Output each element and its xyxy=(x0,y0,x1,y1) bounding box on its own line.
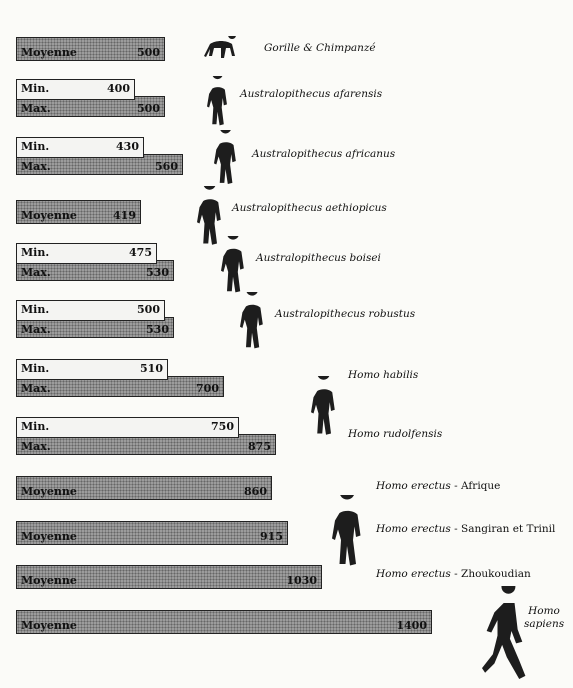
min-value: 500 xyxy=(137,303,160,316)
mean-label: Moyenne xyxy=(21,619,77,632)
mean-label: Moyenne xyxy=(21,530,77,543)
min-label: Min. xyxy=(21,420,50,433)
max-value: 500 xyxy=(137,102,160,115)
min-label: Min. xyxy=(21,140,50,153)
mean-value: 915 xyxy=(260,530,283,543)
min-bar xyxy=(16,243,157,264)
max-value: 560 xyxy=(155,160,178,173)
mean-bar xyxy=(16,521,288,545)
species-region: - Zhoukoudian xyxy=(450,568,531,580)
mean-label: Moyenne xyxy=(21,209,77,222)
max-value: 700 xyxy=(196,382,219,395)
species-region: - Afrique xyxy=(450,480,501,492)
max-label: Max. xyxy=(21,440,51,453)
mean-bar xyxy=(16,37,165,61)
species-label: Gorille & Chimpanzé xyxy=(264,42,376,54)
hominid-silhouette-icon xyxy=(214,130,242,192)
ape-silhouette-icon xyxy=(204,36,240,64)
species-label: Australopithecus boisei xyxy=(256,252,381,264)
species-label: Australopithecus afarensis xyxy=(240,88,383,100)
hominid-silhouette-icon xyxy=(311,376,341,444)
hominid-silhouette-icon xyxy=(332,495,368,576)
species-label: Australopithecus robustus xyxy=(275,308,416,320)
mean-value: 860 xyxy=(244,485,267,498)
max-label: Max. xyxy=(21,382,51,395)
min-value: 510 xyxy=(140,362,163,375)
mean-value: 1400 xyxy=(396,619,427,632)
mean-label: Moyenne xyxy=(21,46,77,59)
min-label: Min. xyxy=(21,362,50,375)
max-value: 530 xyxy=(146,323,169,336)
min-bar xyxy=(16,359,168,380)
mean-bar xyxy=(16,200,141,224)
min-label: Min. xyxy=(21,303,50,316)
max-label: Max. xyxy=(21,266,51,279)
mean-bar xyxy=(16,565,322,589)
min-value: 400 xyxy=(107,82,130,95)
min-bar xyxy=(16,300,165,321)
min-bar xyxy=(16,137,144,158)
species-label: Homo habilis xyxy=(348,369,419,381)
mean-label: Moyenne xyxy=(21,574,77,587)
species-label: Homo erectus - Sangiran et Trinil xyxy=(376,523,556,535)
species-label: Homo rudolfensis xyxy=(348,428,443,440)
max-label: Max. xyxy=(21,323,51,336)
mean-value: 419 xyxy=(113,209,136,222)
min-bar xyxy=(16,79,135,100)
walking-human-icon xyxy=(482,586,529,688)
mean-value: 500 xyxy=(137,46,160,59)
mean-value: 1030 xyxy=(286,574,317,587)
species-region: - Sangiran et Trinil xyxy=(450,523,556,535)
min-value: 750 xyxy=(211,420,234,433)
max-label: Max. xyxy=(21,160,51,173)
min-value: 475 xyxy=(129,246,152,259)
mean-bar xyxy=(16,610,432,634)
species-label: Homo erectus - Afrique xyxy=(376,480,501,492)
species-label: Homo erectus - Zhoukoudian xyxy=(376,568,531,580)
hominid-silhouette-icon xyxy=(240,292,269,357)
max-label: Max. xyxy=(21,102,51,115)
mean-label: Moyenne xyxy=(21,485,77,498)
species-label: Australopithecus africanus xyxy=(252,148,396,160)
species-label: Homo sapiens xyxy=(524,605,565,630)
min-value: 430 xyxy=(116,140,139,153)
hominid-silhouette-icon xyxy=(207,76,232,133)
max-value: 875 xyxy=(248,440,271,453)
mean-bar xyxy=(16,476,272,500)
min-label: Min. xyxy=(21,82,50,95)
species-label: Australopithecus aethiopicus xyxy=(232,202,387,214)
max-value: 530 xyxy=(146,266,169,279)
min-label: Min. xyxy=(21,246,50,259)
min-bar xyxy=(16,417,239,438)
